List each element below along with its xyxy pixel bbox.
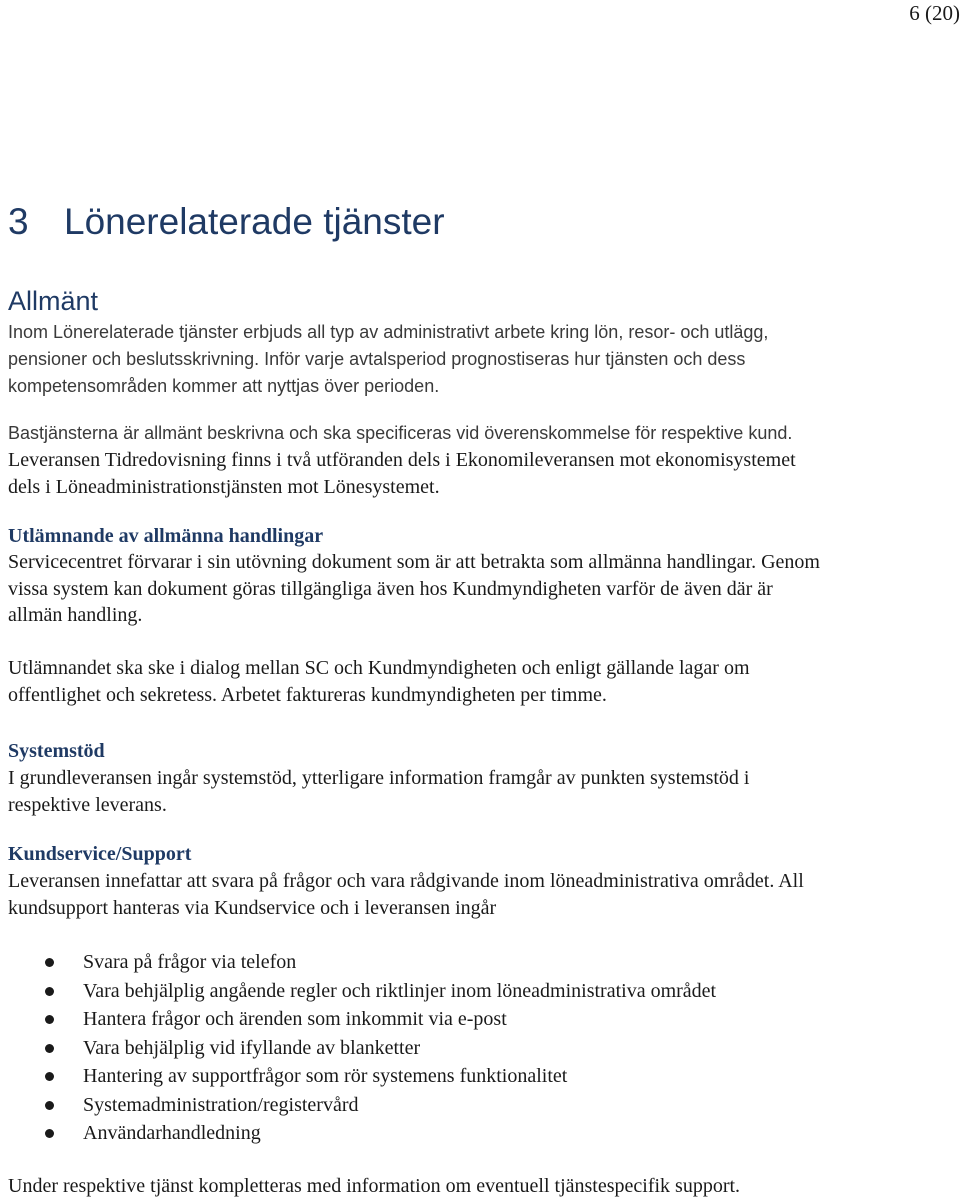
utlamnande-paragraph-1 bbox=[8, 549, 960, 629]
subheading-systemstod: Systemstöd bbox=[8, 740, 105, 762]
subheading-kundservice: Kundservice/Support bbox=[8, 843, 192, 865]
list-item-text: Användarhandledning bbox=[83, 1122, 261, 1144]
paragraph-line: Bastjänsterna är allmänt beskrivna och ska specificeras vid överenskommelse för respektive kund. bbox=[8, 423, 793, 443]
closing-paragraph bbox=[8, 1173, 960, 1200]
chapter-title: Lönerelaterade tjänster bbox=[64, 201, 445, 242]
subheading-utlamnande: Utlämnande av allmänna handlingar bbox=[8, 525, 324, 547]
paragraph-line: respektive leverans. bbox=[8, 793, 167, 816]
list-item-text: Vara behjälplig angående regler och riktlinjer inom löneadministrativa området bbox=[83, 979, 717, 1002]
list-item bbox=[0, 977, 716, 1006]
paragraph-line: offentlighet och sekretess. Arbetet faktureras kundmyndigheten per timme. bbox=[8, 683, 607, 706]
section-heading-allmant: Allmänt bbox=[8, 286, 99, 316]
paragraph-line: Leveransen Tidredovisning finns i två utföranden dels i Ekonomileveransen mot ekonomisystemet bbox=[8, 449, 796, 471]
paragraph-line: Servicecentret förvarar i sin utövning dokument som är att betrakta som allmänna handlingar. Genom bbox=[8, 551, 820, 573]
kundservice-paragraph bbox=[8, 868, 960, 921]
list-item bbox=[0, 1062, 716, 1091]
list-item-text: Hantera frågor och ärenden som inkommit via e-post bbox=[83, 1008, 507, 1030]
page-number: 6 (20) bbox=[909, 1, 960, 25]
allmant-intro-paragraph bbox=[8, 319, 960, 400]
support-bullet-list bbox=[0, 948, 716, 1148]
chapter-number: 3 bbox=[8, 201, 29, 242]
list-item-text: Hantering av supportfrågor som rör systemens funktionalitet bbox=[83, 1065, 568, 1087]
list-item bbox=[0, 1119, 716, 1148]
list-item bbox=[0, 948, 716, 977]
paragraph-line: kundsupport hanteras via Kundservice och i leveransen ingår bbox=[8, 896, 497, 919]
bullet-icon bbox=[45, 1072, 54, 1081]
list-item-text: Svara på frågor via telefon bbox=[83, 951, 297, 973]
paragraph-line: vissa system kan dokument göras tillgängliga även hos Kundmyndigheten varför de även där är bbox=[8, 577, 773, 600]
list-item bbox=[0, 1034, 716, 1063]
list-item-text: Vara behjälplig vid ifyllande av blanketter bbox=[83, 1036, 421, 1059]
bullet-icon bbox=[45, 1101, 54, 1110]
paragraph-line: allmän handling. bbox=[8, 604, 143, 626]
bullet-icon bbox=[45, 1015, 54, 1024]
leverans-paragraph bbox=[8, 447, 960, 500]
paragraph-line: Under respektive tjänst kompletteras med information om eventuell tjänstespecifik support. bbox=[8, 1175, 741, 1197]
utlamnande-paragraph-2 bbox=[8, 655, 960, 708]
paragraph-line: I grundleveransen ingår systemstöd, ytterligare information framgår av punkten systemstöd i bbox=[8, 767, 750, 789]
list-item bbox=[0, 1005, 716, 1034]
bullet-icon bbox=[45, 1044, 54, 1053]
paragraph-line: kompetensområden kommer att nyttjas över perioden. bbox=[8, 376, 440, 396]
paragraph-line: Inom Lönerelaterade tjänster erbjuds all typ av administrativt arbete kring lön, resor- och utlägg, bbox=[8, 322, 769, 342]
bullet-icon bbox=[45, 987, 54, 996]
bastjanst-paragraph bbox=[8, 420, 960, 447]
chapter-heading bbox=[8, 196, 445, 248]
paragraph-line: Utlämnandet ska ske i dialog mellan SC och Kundmyndigheten och enligt gällande lagar om bbox=[8, 657, 750, 679]
paragraph-line: dels i Löneadministrationstjänsten mot Lönesystemet. bbox=[8, 475, 440, 498]
list-item-text: Systemadministration/registervård bbox=[83, 1093, 359, 1116]
bullet-icon bbox=[45, 1129, 54, 1138]
systemstod-paragraph bbox=[8, 765, 960, 818]
paragraph-line: pensioner och beslutsskrivning. Inför varje avtalsperiod prognostiseras hur tjänsten och dess bbox=[8, 349, 746, 369]
bullet-icon bbox=[45, 958, 54, 967]
paragraph-line: Leveransen innefattar att svara på frågor och vara rådgivande inom löneadministrativa området. All bbox=[8, 870, 804, 892]
list-item bbox=[0, 1091, 716, 1120]
